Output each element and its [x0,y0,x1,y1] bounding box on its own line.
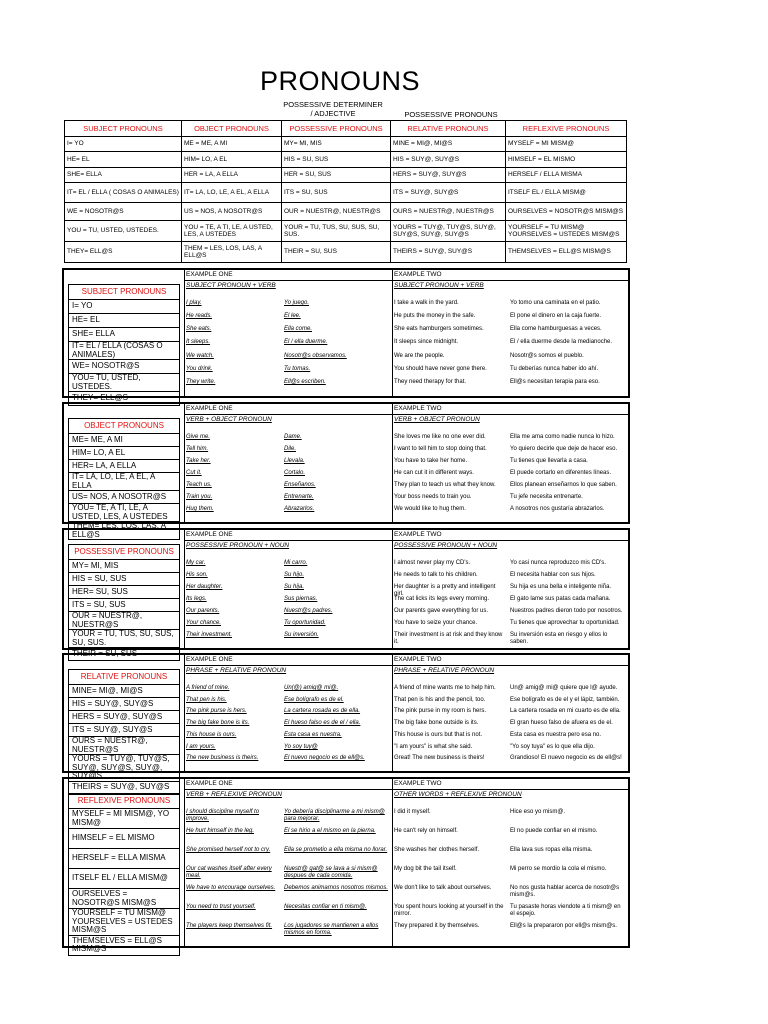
table-cell: HER = SU, SUS [282,168,391,183]
example-two-spanish: Ellos planean enseñarnos lo que saben. [510,482,617,488]
example-one-english: My car. [186,560,206,566]
example-two-spanish: Ell@s la prepararon por ell@s mism@s. [510,923,617,929]
example-one-label: EXAMPLE ONE [186,531,233,538]
table-row [65,221,627,242]
table-cell: MY= MI, MIS [282,137,391,152]
section-heading: SUBJECT PRONOUNS [69,285,180,300]
table-cell: THEM = LES, LOS, LAS, A ELL@S [182,242,282,263]
example-two-english: They plan to teach us what they know. [394,482,496,488]
example-one-english: His son. [186,572,208,578]
example-two-spanish: Tu tienes que llevarla a casa. [510,458,588,464]
divider [184,665,628,666]
list-item: WE= NOSOTR@S [69,360,180,374]
example-one-spanish: El / ella duerme. [284,339,328,345]
table-cell: MINE = MI@, MI@S [391,137,506,152]
example-one-english: She promised herself not to cry. [186,847,271,853]
table-cell: HIM= LO, A EL [182,152,282,168]
example-two-spanish: Un@ amig@ mi@ quiere que l@ ayude. [510,685,618,691]
example-one-english: Give me. [186,434,211,440]
section-object-pronouns [62,402,630,539]
list-item: ME= ME, A MI [69,434,180,447]
list-item: YOU= TU, USTED, USTEDES. [69,374,180,392]
example-two-english: A friend of mine wants me to help him. [394,685,496,691]
pronoun-list [68,418,180,540]
example-two-english: He can cut it in different ways. [394,470,474,476]
table-cell: ITSELF EL / ELLA MISM@ [506,183,627,203]
example-one-subheading: PHRASE + RELATIVE PRONOUN [186,667,287,674]
example-one-english: Our cat washes itself after every meal. [186,866,272,879]
example-one-english: The players keep themselves fit. [186,923,273,929]
list-item: THEMSELVES = ELL@S MISM@S [69,935,180,955]
table-cell: YOURSELF = TU MISM@ YOURSELVES = USTEDES MISM@S [506,221,627,242]
table-cell: ME = ME, A MI [182,137,282,152]
example-two-spanish: Tu pasaste horas viendote a ti mism@ en el espejo. [510,904,621,917]
example-two-english: It sleeps since midnight. [394,339,459,345]
example-two-spanish: El no puede confiar en el mismo. [510,828,598,834]
example-one-spanish: Ella se prometio a ella misma no llorar. [284,847,388,853]
example-two-spanish: El necesita hablar con sus hijos. [510,572,596,578]
list-item: HERSELF = ELLA MISMA [69,849,180,869]
example-one-english: Our parents. [186,608,220,614]
example-two-english: We would like to hug them. [394,506,466,512]
table-cell: HIS = SU, SUS [282,152,391,168]
example-two-subheading: VERB + OBJECT PRONOUN [394,416,480,423]
table-cell: OURSELVES = NOSOTR@S MISM@S [506,203,627,221]
example-one-spanish: Yo juego. [284,300,310,306]
list-item: YOURSELF = TU MISM@ YOURSELVES = USTEDES MISM@S [69,909,180,936]
pronoun-list [68,793,180,956]
example-two-spanish: El gato lame sus patas cada mañana. [510,596,611,602]
example-two-spanish: Ella come hamburguesas a veces. [510,326,602,332]
example-two-spanish: Nuestros padres dieron todo por nosotros. [510,608,623,614]
example-one-english: We have to encourage ourselves. [186,885,276,891]
section-heading: REFLEXIVE PRONOUNS [69,794,180,809]
list-item: IT= LA, LO, LE, A EL, A ELLA [69,473,180,491]
list-item: OURSELVES = NOSOTR@S MISM@S [69,889,180,909]
table-cell: IT= EL / ELLA ( COSAS O ANIMALES) [65,183,182,203]
example-two-spanish: Tu jefe necesita entrenarte. [510,494,583,500]
example-two-english: We are the people. [394,353,445,359]
example-one-english: Your chance. [186,620,222,626]
example-one-spanish: Tu oportunidad. [284,620,326,626]
divider [392,779,393,946]
example-two-spanish: Su inversión esta en riesgo y ellos lo saben. [510,632,608,645]
example-one-spanish: Entrenarte. [284,494,314,500]
example-one-spanish: Necesitas confiar en ti mism@. [284,904,367,910]
divider [184,280,628,281]
example-one-english: You need to trust yourself. [186,904,256,910]
divider [392,270,393,396]
page-title: PRONOUNS [259,66,420,96]
example-two-english: The big fake bone outside is its. [394,720,479,726]
example-two-spanish: Su hija es una bella e inteligente niña. [510,584,612,590]
example-two-spanish: El puede cortarlo en diferentes líneas. [510,470,612,476]
table-cell: SHE= ELLA [65,168,182,183]
example-one-english: The pink purse is hers. [186,708,247,714]
example-one-english: I play. [186,300,202,306]
example-one-english: Its legs. [186,596,207,602]
example-two-label: EXAMPLE TWO [394,780,442,787]
table-cell: YOUR = TU, TUS, SU, SUS, SU, SUS. [282,221,391,242]
example-two-spanish: Ella me ama como nadie nunca lo hizo. [510,434,615,440]
divider [184,540,628,541]
example-two-spanish: El pone el dinero en la caja fuerte. [510,313,602,319]
example-two-spanish: Nosotr@s somos el pueblo. [510,353,584,359]
table-cell: THEIRS = SUY@, SUY@S [391,242,506,263]
example-one-english: I am yours. [186,744,216,750]
example-one-english: We watch. [186,353,214,359]
example-two-english: You should have never gone there. [394,366,487,372]
divider [392,530,393,648]
example-one-spanish: Enseñanos. [284,482,316,488]
example-two-subheading: PHRASE + RELATIVE PRONOUN [394,667,495,674]
table-cell: HERS = SUY@, SUY@S [391,168,506,183]
example-one-english: It sleeps. [186,339,211,345]
divider [184,789,628,790]
example-one-english: He reads. [186,313,213,319]
table-cell: THEMSELVES = ELL@S MISM@S [506,242,627,263]
example-one-spanish: Un(@) amig@ mi@. [284,685,339,691]
list-item: I= YO [69,300,180,314]
table-cell: ITS = SU, SUS [282,183,391,203]
example-one-spanish: Tu tomas. [284,366,311,372]
example-one-spanish: Nuestr@s padres. [284,608,333,614]
example-one-english: Tell him. [186,446,209,452]
example-one-english: That pen is his. [186,697,227,703]
example-two-spanish: Ella lava sus ropas ella misma. [510,847,593,853]
column-header: POSSESSIVE PRONOUNS [282,121,391,137]
example-one-english: He hurt himself in the leg. [186,828,255,834]
example-two-english: That pen is his and the pencil, too. [394,697,486,703]
list-item: OURS = NUESTR@, NUESTR@S [69,737,180,755]
example-two-english: The cat licks its legs every morning. [394,596,490,602]
example-two-spanish: Grandioso! El nuevo negocio es de ell@s! [510,755,622,761]
example-one-spanish: Su inversión. [284,632,319,638]
example-one-spanish: Ese bolígrafo es de el. [284,697,344,703]
example-two-english: He can't rely on himself. [394,828,458,834]
example-two-spanish: Ell@s necesitan terapia para eso. [510,379,600,385]
example-one-spanish: Sus piernas. [284,596,318,602]
list-item: THEM= LES, LOS, LAS, A ELL@S [69,522,180,540]
example-two-spanish: Yo casi nunca reproduzco mis CD's. [510,560,606,566]
example-two-english: You have to seize your chance. [394,620,478,626]
list-item: MYSELF = MI MISM@, YO MISM@ [69,809,180,829]
example-one-english: The big fake bone is its. [186,720,250,726]
table-cell: HIMSELF = EL MISMO [506,152,627,168]
example-two-english: She washes her clothes herself. [394,847,480,853]
list-item: THEIR = SU, SUS [69,648,180,661]
example-one-english: They write. [186,379,216,385]
example-one-spanish: Ella come. [284,326,313,332]
possessive-determiner-header: POSSESSIVE DETERMINER / ADJECTIVE [283,100,383,118]
example-one-spanish: Yo soy tuy@ [284,744,318,750]
example-two-english: She eats hamburgers sometimes. [394,326,484,332]
example-two-spanish: A nosotros nos gustaría abrazarlos. [510,506,605,512]
divider [184,655,185,771]
divider [392,404,393,522]
list-item: HIS = SU, SUS [69,573,180,586]
divider [184,530,185,648]
example-one-spanish: Esta casa es nuestra. [284,732,342,738]
section-reflexive-pronouns [62,777,630,953]
example-one-spanish: Su hijo. [284,572,305,578]
example-one-spanish: Yo debería disciplinarme a mi mism@ para mejorar. [284,809,385,822]
table-cell: ITS = SUY@, SUY@S [391,183,506,203]
example-one-subheading: VERB + REFLEXIVE PRONOUN [186,791,282,798]
example-one-english: You drink. [186,366,213,372]
example-two-english: He needs to talk to his children. [394,572,478,578]
example-one-english: A friend of mine. [186,685,230,691]
example-two-spanish: Esta casa es nuestra pero esa no. [510,732,602,738]
example-one-english: Her daughter. [186,584,223,590]
example-two-english: They prepared it by themselves. [394,923,480,929]
table-row [65,137,627,152]
list-item: YOURS = TUY@, TUY@S, SUY@, SUY@S, SUY@, SUY@S [69,755,180,782]
pronoun-summary-table [64,120,627,263]
list-item: HE= EL [69,314,180,328]
example-two-spanish: El gran hueso falso de afuera es de el. [510,720,613,726]
table-cell: HER = LA, A ELLA [182,168,282,183]
example-two-spanish: Mi perro se mordio la cola el mismo. [510,866,607,872]
pronoun-list [68,544,180,661]
column-header: REFLEXIVE PRONOUNS [506,121,627,137]
table-cell: YOU = TU, USTED, USTEDES. [65,221,182,242]
example-two-english: The pink purse in my room is hers. [394,708,487,714]
section-relative-pronouns [62,653,630,792]
list-item: HIMSELF = EL MISMO [69,829,180,849]
example-one-spanish: Mi carro. [284,560,308,566]
list-item: US= NOS, A NOSOTR@S [69,491,180,504]
example-two-english: He puts the money in the safe. [394,313,476,319]
list-item: IT= EL / ELLA (COSAS O ANIMALES) [69,342,180,360]
example-one-spanish: Dile. [284,446,297,452]
table-cell: THEY= ELL@S [65,242,182,263]
example-two-label: EXAMPLE TWO [394,656,442,663]
example-two-spanish: Tu deberías nunca haber ido ahí. [510,366,599,372]
example-two-english: I did it myself. [394,809,431,815]
table-cell: HERSELF / ELLA MISMA [506,168,627,183]
example-one-english: This house is ours. [186,732,237,738]
example-one-subheading: POSSESSIVE PRONOUN + NOUN [186,542,290,549]
example-one-english: The new business is theirs. [186,755,259,761]
example-two-english: Her daughter is a pretty and intelligent girl. [394,584,496,597]
pronoun-list [68,669,180,795]
section-possessive-pronouns [62,528,630,658]
example-one-spanish: Llevala. [284,458,305,464]
example-one-label: EXAMPLE ONE [186,271,233,278]
example-one-english: Train you. [186,494,213,500]
table-cell: HIS = SUY@, SUY@S [391,152,506,168]
example-two-english: Your boss needs to train you. [394,494,472,500]
list-item: HER= LA, A ELLA [69,460,180,473]
example-two-spanish: Tu tienes que aprovechar tu oportunidad. [510,620,620,626]
example-two-english: Their investment is at risk and they know it. [394,632,503,645]
table-cell: YOURS = TUY@, TUY@S, SUY@, SUY@S, SUY@, SUY@S [391,221,506,242]
example-one-spanish: El se hirio a el mismo en la pierna. [284,828,376,834]
section-subject-pronouns [62,268,630,403]
table-row [65,168,627,183]
example-two-english: We don't like to talk about ourselves. [394,885,492,891]
example-one-spanish: Su hija. [284,584,305,590]
example-two-english: They need therapy for that. [394,379,467,385]
example-one-spanish: Nuestr@ gat@ se lava a si mism@ despues de cada comida. [284,866,378,879]
example-one-label: EXAMPLE ONE [186,405,233,412]
example-two-english: Great! The new business is theirs! [394,755,485,761]
table-cell: HE= EL [65,152,182,168]
example-two-english: Our parents gave everything for us. [394,608,489,614]
example-two-spanish: No nos gusta hablar acerca de nosotr@s mism@s. [510,885,620,898]
example-one-spanish: Abrazarlos. [284,506,315,512]
table-cell: IT= LA, LO, LE, A EL, A ELLA [182,183,282,203]
example-two-spanish: La cartera rosada en mi cuarto es de ella. [510,708,621,714]
list-item: YOUR = TU, TUS, SU, SUS, SU, SUS. [69,630,180,648]
example-two-spanish: Hice eso yo mism@. [510,809,566,815]
divider [184,270,185,396]
example-one-english: Cut it. [186,470,202,476]
column-header: RELATIVE PRONOUNS [391,121,506,137]
example-two-spanish: El / ella duerme desde la medianoche. [510,339,613,345]
example-two-label: EXAMPLE TWO [394,531,442,538]
list-item: HIS = SUY@, SUY@S [69,698,180,711]
table-cell: OUR = NUESTR@, NUESTR@S [282,203,391,221]
example-one-english: She eats. [186,326,212,332]
example-one-english: Their investment. [186,632,233,638]
table-cell: MYSELF = MI MISM@ [506,137,627,152]
example-two-label: EXAMPLE TWO [394,405,442,412]
example-two-spanish: Ese bolígrafo es de el y el lápiz, también. [510,697,620,703]
example-two-subheading: OTHER WORDS + REFLEXIVE PRONOUN [394,791,522,798]
example-one-spanish: Los jugadores se mantienen a ellos mismos en forma. [284,923,379,936]
example-two-english: "I am yours" is what she said. [394,744,473,750]
example-one-spanish: El nuevo negocio es de ell@s. [284,755,365,761]
table-row [65,183,627,203]
example-one-spanish: El hueso falso es de el / ella. [284,720,361,726]
example-two-spanish: Yo quiero decirle que deje de hacer eso. [510,446,618,452]
section-heading: OBJECT PRONOUNS [69,419,180,434]
table-cell: WE = NOSOTR@S [65,203,182,221]
example-two-subheading: SUBJECT PRONOUN + VERB [394,282,484,289]
example-two-spanish: "Yo soy tuya" es lo que ella dijo. [510,744,595,750]
list-item: ITS = SUY@, SUY@S [69,724,180,737]
example-two-subheading: POSSESSIVE PRONOUN + NOUN [394,542,498,549]
divider [184,414,628,415]
example-two-english: You spent hours looking at yourself in the mirror. [394,904,504,917]
table-row [65,203,627,221]
example-one-subheading: SUBJECT PRONOUN + VERB [186,282,276,289]
divider [184,404,185,522]
example-one-spanish: Debemos animarnos nosotros mismos. [284,885,389,891]
section-heading: RELATIVE PRONOUNS [69,670,180,685]
example-one-english: Teach us. [186,482,212,488]
example-one-label: EXAMPLE ONE [186,780,233,787]
example-one-english: I should discipline myself to improve. [186,809,260,822]
example-two-english: She loves me like no one ever did. [394,434,486,440]
example-two-english: I want to tell him to stop doing that. [394,446,487,452]
list-item: MINE= MI@, MI@S [69,685,180,698]
table-row [65,152,627,168]
example-one-english: Hug them. [186,506,214,512]
example-two-spanish: Yo tomo una caminata en el patio. [510,300,601,306]
list-item: SHE= ELLA [69,328,180,342]
list-item: YOU= TE, A TI, LE, A USTED, LES, A USTEDES [69,504,180,522]
list-item: OUR = NUESTR@, NUESTR@S [69,612,180,630]
table-cell: THEIR = SU, SUS [282,242,391,263]
table-cell: OURS = NUESTR@, NUESTR@S [391,203,506,221]
example-one-label: EXAMPLE ONE [186,656,233,663]
example-two-label: EXAMPLE TWO [394,271,442,278]
list-item: HER= SU, SUS [69,586,180,599]
example-two-english: I almost never play my CD's. [394,560,471,566]
table-cell: I= YO [65,137,182,152]
example-one-spanish: Dame. [284,434,302,440]
possessive-pronouns-header: POSSESSIVE PRONOUNS [404,110,498,119]
example-one-spanish: Nosotr@s observamos. [284,353,347,359]
column-header: SUBJECT PRONOUNS [65,121,182,137]
divider [392,655,393,771]
example-one-spanish: El lee. [284,313,301,319]
example-two-english: You have to take her home. [394,458,468,464]
list-item: MY= MI, MIS [69,560,180,573]
example-one-spanish: La cartera rosada es de ella. [284,708,361,714]
column-header: OBJECT PRONOUNS [182,121,282,137]
example-one-spanish: Ell@s escriben. [284,379,326,385]
divider [184,779,185,946]
table-cell: YOU = TE, A TI, LE, A USTED, LES, A USTEDES [182,221,282,242]
example-one-english: Take her. [186,458,211,464]
example-two-english: I take a walk in the yard. [394,300,459,306]
example-two-english: This house is ours but that is not. [394,732,483,738]
list-item: HERS = SUY@, SUY@S [69,711,180,724]
table-cell: US = NOS, A NOSOTR@S [182,203,282,221]
list-item: HIM= LO, A EL [69,447,180,460]
list-item: THEY= ELL@S [69,392,180,406]
example-one-subheading: VERB + OBJECT PRONOUN [186,416,272,423]
list-item: THEIRS = SUY@, SUY@S [69,781,180,794]
example-two-english: My dog bit the tail itself. [394,866,457,872]
list-item: ITSELF EL / ELLA MISM@ [69,869,180,889]
table-row [65,242,627,263]
pronoun-list [68,284,180,406]
example-one-spanish: Cortalo. [284,470,306,476]
list-item: ITS = SU, SUS [69,599,180,612]
section-heading: POSSESSIVE PRONOUNS [69,545,180,560]
